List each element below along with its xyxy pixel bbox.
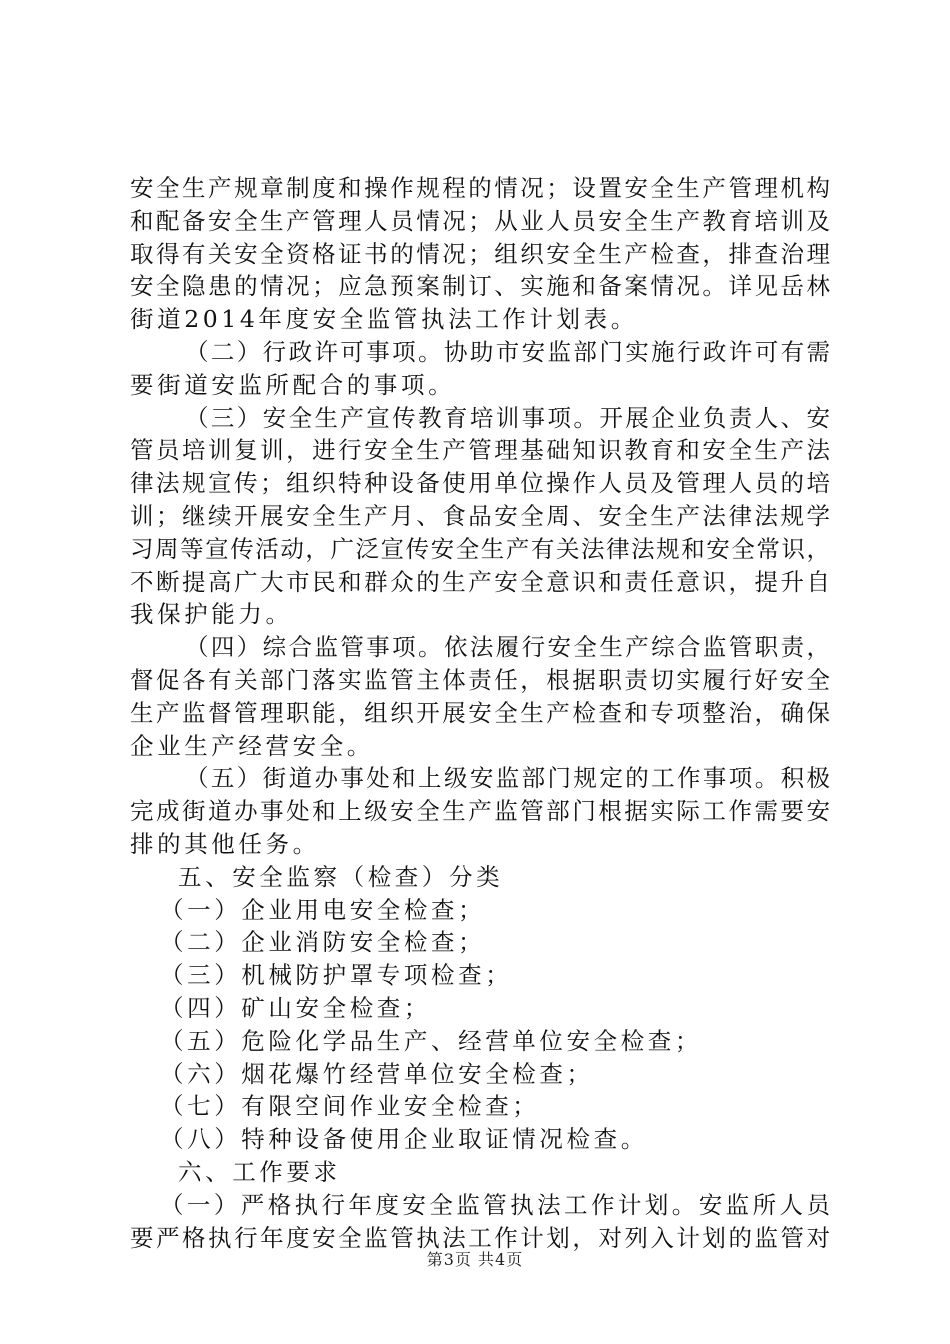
text-line: 五、安全监察（检查）分类: [178, 862, 504, 891]
text-line: 完成街道办事处和上级安全生产监管部门根据实际工作需要安: [130, 797, 830, 826]
document-body: [130, 172, 830, 1254]
text-line: （三）机械防护罩专项检查；: [160, 961, 513, 990]
text-line: （四）矿山安全检查；: [160, 993, 431, 1022]
text-line: 街道2014年度安全监管执法工作计划表。: [130, 305, 638, 334]
text-line: 要街道安监所配合的事项。: [130, 370, 456, 399]
text-line: （一）企业用电安全检查；: [160, 895, 486, 924]
text-line: 律法规宣传；组织特种设备使用单位操作人员及管理人员的培: [130, 469, 830, 498]
text-line: （一）严格执行年度安全监管执法工作计划。安监所人员: [160, 1190, 830, 1219]
text-line: 我保护能力。: [130, 600, 293, 629]
text-line: 要严格执行年度安全监管执法工作计划，对列入计划的监管对: [130, 1223, 830, 1252]
text-line: （二）行政许可事项。协助市安监部门实施行政许可有需: [185, 337, 830, 366]
text-line: （六）烟花爆竹经营单位安全检查；: [160, 1059, 594, 1088]
text-line: （四）综合监管事项。依法履行安全生产综合监管职责，: [185, 633, 830, 662]
text-line: 和配备安全生产管理人员情况；从业人员安全生产教育培训及: [130, 206, 830, 235]
text-line: （八）特种设备使用企业取证情况检查。: [160, 1125, 648, 1154]
text-line: 安全隐患的情况；应急预案制订、实施和备案情况。详见岳林: [130, 272, 830, 301]
text-line: 企业生产经营安全。: [130, 731, 374, 760]
text-line: （三）安全生产宣传教育培训事项。开展企业负责人、安: [185, 403, 830, 432]
text-line: 六、工作要求: [178, 1157, 341, 1186]
page-footer: 第3页 共4页: [426, 1250, 524, 1269]
text-line: （二）企业消防安全检查；: [160, 928, 486, 957]
text-line: 督促各有关部门落实监管主体责任，根据职责切实履行好安全: [130, 665, 830, 694]
text-line: （五）危险化学品生产、经营单位安全检查；: [160, 1026, 702, 1055]
text-line: 不断提高广大市民和群众的生产安全意识和责任意识，提升自: [130, 567, 830, 596]
text-line: 训；继续开展安全生产月、食品安全周、安全生产法律法规学: [130, 501, 830, 530]
text-line: 习周等宣传活动，广泛宣传安全生产有关法律法规和安全常识，: [130, 534, 830, 563]
text-line: （七）有限空间作业安全检查；: [160, 1092, 540, 1121]
text-line: 安全生产规章制度和操作规程的情况；设置安全生产管理机构: [130, 174, 830, 202]
text-line: 取得有关安全资格证书的情况；组织安全生产检查，排查治理: [130, 239, 830, 268]
text-line: 生产监督管理职能，组织开展安全生产检查和专项整治，确保: [130, 698, 830, 727]
text-line: （五）街道办事处和上级安监部门规定的工作事项。积极: [185, 764, 830, 793]
text-line: 排的其他任务。: [130, 829, 320, 858]
text-line: 管员培训复训，进行安全生产管理基础知识教育和安全生产法: [130, 436, 830, 465]
